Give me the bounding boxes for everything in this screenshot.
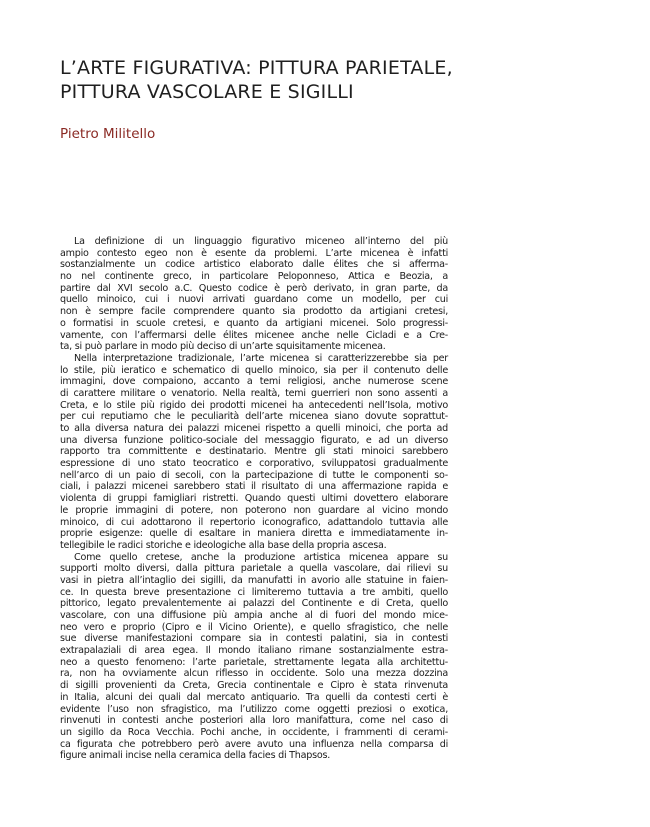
body-line: supporti molto diversi, dalla pittura parietale a quella vascolare, dai rilievi su xyxy=(60,563,448,575)
body-line: ca figurata che potrebbero però avere avuto una influenza nella comparsa di xyxy=(60,738,448,750)
body-line: di carattere militare o venatorio. Nella realtà, temi guerrieri non sono assenti a xyxy=(60,387,448,399)
body-line: tellegibile le radici storiche e ideologiche alla base della propria ascesa. xyxy=(60,539,387,551)
body-line: proprie esigenze: quelle di esaltare in maniera diretta e immediatamente in- xyxy=(60,528,448,540)
body-line: ampio contesto egeo non è esente da problemi. L’arte micenea è infatti xyxy=(60,247,448,259)
body-line: neo a questo fenomeno: l’arte parietale, strettamente legata alla architettu- xyxy=(60,656,448,668)
body-line: ra, non ha ovviamente alcun riflesso in occidente. Solo una mezza dozzina xyxy=(60,668,448,680)
body-line: sostanzialmente un codice artistico elaborato dalle élites che si afferma- xyxy=(60,259,448,271)
body-line: evidente l’uso non sfragistico, ma l’utilizzo come oggetti preziosi o exotica, xyxy=(60,703,448,715)
body-line: minoico, di cui adottarono il repertorio iconografico, adattandolo tuttavia alle xyxy=(60,516,448,528)
body-line: partire dal XVI secolo a.C. Questo codice è però derivato, in gran parte, da xyxy=(60,282,448,294)
body-line: immagini, dove compaiono, accanto a temi religiosi, anche numerose scene xyxy=(60,376,448,388)
body-line: violenta di gruppi famigliari ristretti. Quando questi ultimi dovettero elaborare xyxy=(60,493,448,505)
body-line: espressione di uno stato teocratico e corporativo, sviluppatosi gradualmente xyxy=(60,458,448,470)
body-line: pittorico, legato prevalentemente ai palazzi del Continente e di Creta, quello xyxy=(60,598,448,610)
body-line: La definizione di un linguaggio figurativo miceneo all’interno del più xyxy=(74,236,448,247)
paragraph-3 xyxy=(60,552,448,762)
body-line: to alla diversa natura dei palazzi micenei rispetto a quelli minoici, che porta ad xyxy=(60,423,448,434)
body-line: Come quello cretese, anche la produzione artistica micenea appare su xyxy=(74,551,448,563)
body-line: quello minoico, cui i nuovi arrivati guardano come un modello, per cui xyxy=(60,294,448,306)
body-line: le proprie immagini di potere, non poterono non guardare al vicino mondo xyxy=(60,504,448,516)
body-line: vasi in pietra all’intaglio dei sigilli, da manufatti in avorio alle statuine in faien- xyxy=(60,574,448,586)
body-line: per cui reputiamo che le peculiarità dell’arte micenea siano dovute soprattut- xyxy=(60,411,448,423)
body-line: sue diverse manifestazioni compare sia in contesti palatini, sia in contesti xyxy=(60,633,448,645)
body-line: vascolare, con una diffusione più ampia anche al di fuori del mondo mice- xyxy=(60,610,448,621)
body-line: nell’arco di un paio di secoli, con la partecipazione di tutte le componenti so- xyxy=(60,469,448,481)
paragraph-1 xyxy=(60,236,448,353)
body-line: Nella interpretazione tradizionale, l’arte micenea si caratterizzerebbe sia per xyxy=(74,352,448,364)
body-line: vamente, con l’affermarsi delle élites micenee anche nelle Cicladi e a Cre- xyxy=(60,329,448,341)
body-line: Creta, e lo stile più rigido dei prodotti micenei ha antecedenti nell’Isola, motivo xyxy=(60,399,448,411)
body-line: non è sempre facile comprendere quanto sia prodotto da artigiani cretesi, xyxy=(60,306,448,318)
article-title-line-2: PITTURA VASCOLARE E SIGILLI xyxy=(60,81,354,103)
article-title-line-1: L’ARTE FIGURATIVA: PITTURA PARIETALE, xyxy=(60,57,453,79)
body-line: lo stile, più ieratico e schematico di quello minoico, sia per il contenuto delle xyxy=(60,364,448,376)
body-line: in Italia, alcuni dei quali dal mercato antiquario. Tra quelli da contesti certi è xyxy=(60,691,448,703)
body-line: o formatisi in scuole cretesi, e quanto da artigiani micenei. Solo progressi- xyxy=(60,317,448,329)
body-line: ta, si può parlare in modo più deciso di un’arte squisitamente micenea. xyxy=(60,341,386,353)
article-body xyxy=(60,236,448,762)
article-author: Pietro Militello xyxy=(60,126,156,142)
body-line: ce. In questa breve presentazione ci limiteremo tuttavia a tre ambiti, quello xyxy=(60,586,448,598)
body-line: neo vero e proprio (Cipro e il Vicino Oriente), e quello sfragistico, che nelle xyxy=(60,621,448,633)
body-line: no nel continente greco, in particolare Peloponneso, Attica e Beozia, a xyxy=(60,271,448,283)
article-title xyxy=(60,56,500,104)
paragraph-2 xyxy=(60,353,448,552)
body-line: rapporto tra committente e destinatario. Mentre gli stati minoici sarebbero xyxy=(60,446,448,458)
body-line: un sigillo da Roca Vecchia. Pochi anche, in occidente, i frammenti di cerami- xyxy=(60,726,448,738)
body-line: figure animali incise nella ceramica della facies di Thapsos. xyxy=(60,750,330,762)
body-line: una diversa funzione politico-sociale del messaggio figurato, e ad un diverso xyxy=(60,434,448,446)
body-line: extrapalaziali di area egea. Il mondo italiano rimane sostanzialmente estra- xyxy=(60,645,448,657)
body-line: di sigilli provenienti da Creta, Grecia continentale e Cipro è stata rinvenuta xyxy=(60,680,448,692)
body-line: ciali, i palazzi micenei sarebbero stati il risultato di una affermazione rapida e xyxy=(60,481,448,493)
body-line: rinvenuti in contesti anche posteriori alla loro manifattura, come nel caso di xyxy=(60,715,448,727)
